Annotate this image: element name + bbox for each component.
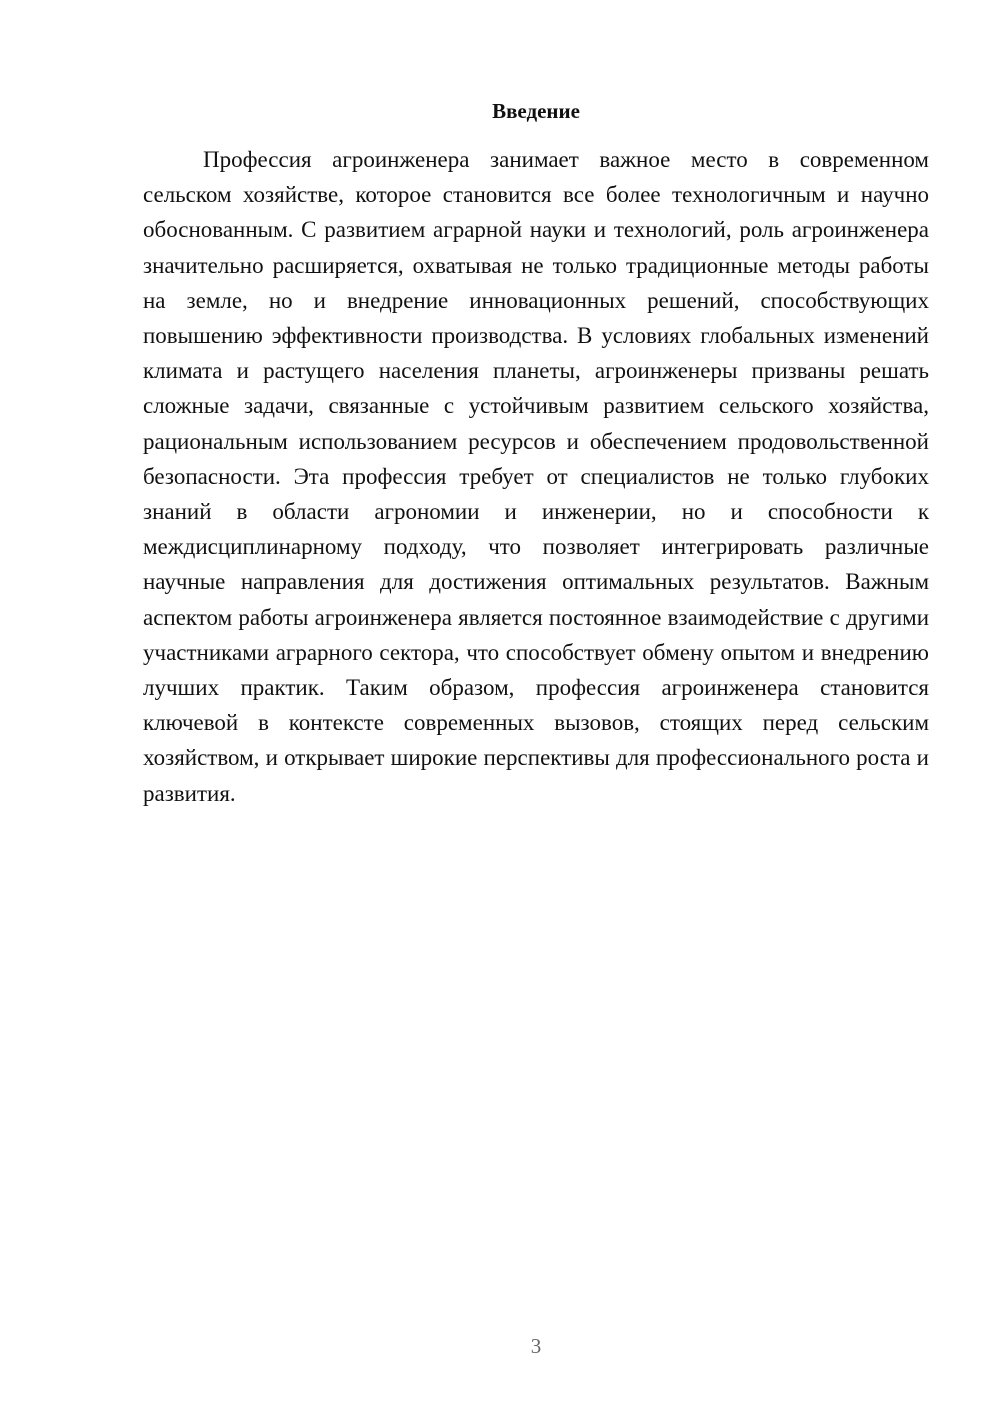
section-heading: Введение (492, 99, 580, 123)
page-number: 3 (530, 1334, 542, 1358)
body-paragraph: Профессия агроинженера занимает важное место в современном сельском хозяйстве, которое становится все более технологичным и научно обоснованным. С развитием аграрной науки и технологий, роль агроинженера значительно расширяется, охватывая не только традиционные методы работы на земле, но и внедрение инновационных решений, способствующих повышению эффективности производства. В условиях глобальных изменений климата и растущего населения планеты, агроинженеры призваны решать сложные задачи, связанные с устойчивым развитием сельского хозяйства, рациональным использованием ресурсов и обеспечением продовольственной безопасности. Эта профессия требует от специалистов не только глубоких знаний в области агрономии и инженерии, но и способности к междисциплинарному подходу, что позволяет интегрировать различные научные направления для достижения оптимальных результатов. Важным аспектом работы агроинженера является постоянное взаимодействие с другими участниками аграрного сектора, что способствует обмену опытом и внедрению лучших практик. Таким образом, профессия агроинженера становится ключевой в контексте современных вызовов, стоящих перед сельским хозяйством, и открывает широкие перспективы для профессионального роста и развития. (143, 147, 929, 806)
